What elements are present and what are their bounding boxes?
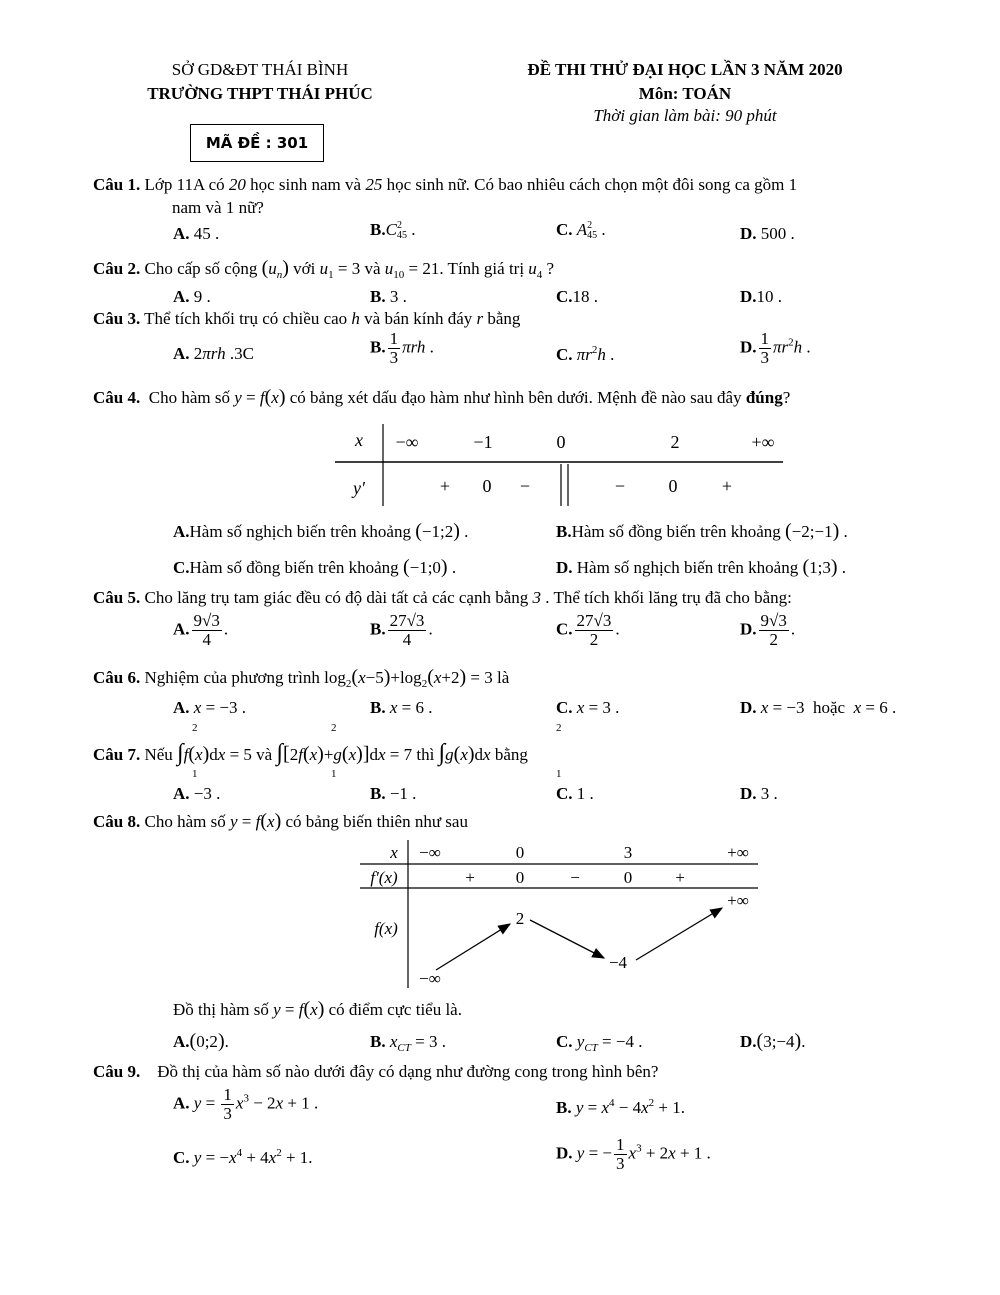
q8-f-val: +∞ — [727, 891, 749, 910]
q5-text: Câu 5. Cho lăng trụ tam giác đều có độ dài tất cả các cạnh bằng 3 . Thể tích khối lăng trụ đã cho bằng: — [93, 588, 792, 607]
q5-option-a: A. $\frac{9√3}{4}$ . — [173, 611, 229, 649]
q4-x-val: 0 — [556, 432, 566, 452]
q6-option-d: D. x = −3 hoặc x = 6 . — [740, 698, 897, 717]
q9-option-a: A. y = $\frac{1}{3}$ $x^3 - 2x + 1$ . — [173, 1085, 319, 1123]
q2-option-a: A. 9 . — [173, 287, 211, 306]
q4-x-val: −1 — [473, 432, 493, 452]
q8-option-b: B. $x_{CT} = 3$ . — [370, 1032, 446, 1054]
q8-x-val: −∞ — [419, 843, 441, 862]
q4-x-val: 2 — [670, 432, 680, 452]
q2-option-b: B. 3 . — [370, 287, 407, 306]
school-name: TRƯỜNG THPT THÁI PHÚC — [147, 84, 373, 103]
q8-text: Câu 8. Cho hàm số y = f(x) có bảng biến thiên như sau — [93, 810, 468, 832]
q6-text: Câu 6. Nghiệm của phương trình $\log_2(x-5)+\log_2(x+2) = 3$ là — [93, 666, 510, 690]
q7-option-b: B. −1 . — [370, 784, 417, 803]
q9-text: Câu 9. Đồ thị của hàm số nào dưới đây có dạng như đường cong trong hình bên? — [93, 1062, 659, 1081]
exam-duration: Thời gian làm bài: 90 phút — [593, 106, 777, 125]
q8-f-val: −∞ — [419, 969, 441, 988]
q7-limit: 1 — [192, 768, 198, 780]
q3-option-a: A. 2πrh .3C — [173, 344, 254, 363]
q7-limit: 1 — [331, 768, 337, 780]
q2-option-c: C.18 . — [556, 287, 599, 306]
q4-sign: 0 — [668, 476, 678, 496]
q5-option-c: C. $\frac{27√3}{2}$ . — [556, 611, 620, 649]
q7-limit: 2 — [331, 722, 337, 734]
q4-text: Câu 4. Cho hàm số y = f(x) có bảng xét dấu đạo hàm như hình bên dưới. Mệnh đề nào sau đây đúng? — [93, 386, 791, 408]
q3-option-d: D. $\frac{1}{3}$ $\pi r^2h$ . — [740, 329, 811, 367]
q9-option-c: C. $y = -x^4 + 4x^2 + 1$. — [173, 1147, 313, 1167]
q8-f-val: −4 — [608, 953, 628, 972]
q4-y-label: y′ — [353, 478, 365, 498]
q7-option-d: D. 3 . — [740, 784, 778, 803]
q3-option-b: B. $\frac{1}{3}$ πrh . — [370, 329, 434, 367]
q3-option-c: C. $\pi r^2h$ . — [556, 344, 615, 364]
q8-variation-table — [360, 838, 760, 990]
q9-option-b: B. $y = x^4 - 4x^2 + 1$. — [556, 1097, 686, 1117]
q8-option-a: A.(0;2). — [173, 1030, 229, 1052]
q4-sign: + — [721, 476, 733, 496]
q6-option-b: B. x = 6 . — [370, 698, 433, 717]
q1-option-c: C. A2 45 . — [556, 220, 606, 242]
q5-option-b: B. $\frac{27√3}{4}$ . — [370, 611, 433, 649]
q8-sign: − — [570, 868, 580, 887]
q8-x-label: x — [390, 843, 398, 862]
q8-sign: 0 — [515, 868, 525, 887]
q7-limit: 2 — [192, 722, 198, 734]
q7-limit: 2 — [556, 722, 562, 734]
q4-sign: − — [519, 476, 531, 496]
q4-option-a: A.Hàm số nghịch biến trên khoảng (−1;2) . — [173, 520, 469, 542]
q3-text: Câu 3. Thể tích khối trụ có chiều cao h và bán kính đáy r bằng — [93, 309, 521, 328]
q4-option-d: D. Hàm số nghịch biến trên khoảng (1;3) . — [556, 556, 847, 578]
q8-sign: + — [465, 868, 475, 887]
q8-x-val: 3 — [623, 843, 633, 862]
q4-x-label: x — [355, 430, 363, 450]
q8-fp-label: f′(x) — [370, 868, 398, 887]
q8-option-d: D.(3;−4). — [740, 1030, 806, 1052]
q7-limit: 1 — [556, 768, 562, 780]
exam-title: ĐỀ THI THỬ ĐẠI HỌC LẦN 3 NĂM 2020 — [527, 60, 843, 79]
exam-subject: Môn: TOÁN — [638, 84, 732, 103]
dept-name: SỞ GD&ĐT THÁI BÌNH — [171, 60, 349, 79]
q9-option-d: D. y = − $\frac{1}{3}$ $x^3 + 2x + 1$ . — [556, 1135, 711, 1173]
q1-text-2: nam và 1 nữ? — [172, 198, 264, 217]
q2-option-d: D.10 . — [740, 287, 783, 306]
q4-x-val: +∞ — [751, 432, 775, 452]
q8-sign: 0 — [623, 868, 633, 887]
q4-option-c: C.Hàm số đồng biến trên khoảng (−1;0) . — [173, 556, 457, 578]
q6-option-c: C. x = 3 . — [556, 698, 620, 717]
q8-x-val: 0 — [515, 843, 525, 862]
q2-text: Câu 2. Cho cấp số cộng $(u_n)$ với $u_1 = 3$ và $u_{10} = 21$. Tính giá trị $u_4$ ? — [93, 257, 555, 281]
q8-f-val: 2 — [515, 909, 525, 928]
q5-option-d: D. $\frac{9√3}{2}$ . — [740, 611, 796, 649]
q1-option-d: D. 500 . — [740, 224, 795, 243]
q8-followup: Đồ thị hàm số y = f(x) có điểm cực tiểu là. — [173, 998, 462, 1020]
exam-code-box: MÃ ĐỀ : 301 — [190, 124, 324, 162]
q8-sign: + — [675, 868, 685, 887]
q4-sign: − — [614, 476, 626, 496]
q7-option-c: C. 1 . — [556, 784, 594, 803]
q7-option-a: A. −3 . — [173, 784, 221, 803]
q4-x-val: −∞ — [395, 432, 419, 452]
q7-text: Câu 7. Nếu ∫f(x)dx = 5 và ∫[2f(x)+g(x)]dx = 7 thì ∫g(x)dx bằng — [93, 740, 528, 766]
q1-text: Câu 1. Lớp 11A có 20 học sinh nam và 25 học sinh nữ. Có bao nhiêu cách chọn một đôi song ca gồm 1 — [93, 175, 798, 194]
q8-f-label: f(x) — [374, 919, 398, 938]
q8-x-val: +∞ — [727, 843, 749, 862]
q1-option-a: A. 45 . — [173, 224, 220, 243]
q8-option-c: C. $y_{CT} = -4$ . — [556, 1032, 643, 1054]
q1-option-b: B.C2 45 . — [370, 220, 416, 242]
q4-option-b: B.Hàm số đồng biến trên khoảng (−2;−1) . — [556, 520, 848, 542]
q4-sign-table — [335, 420, 785, 510]
q6-option-a: A. x = −3 . — [173, 698, 247, 717]
q4-sign: 0 — [482, 476, 492, 496]
q4-sign: + — [439, 476, 451, 496]
